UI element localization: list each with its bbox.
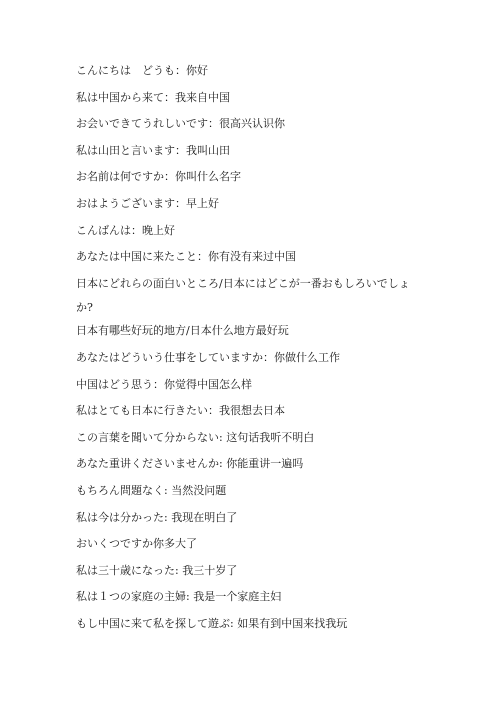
phrase-line: もちろん問題なく: 当然没问题 [76, 484, 227, 497]
phrase-line: おはようございます：早上好 [76, 196, 219, 210]
phrase-line: 日本有哪些好玩的地方/日本什么地方最好玩 [76, 324, 289, 338]
phrase-line: あなた重讲くださいませんか: 你能重讲一遍吗 [76, 457, 304, 471]
phrase-line: この言葉を聞いて分からない: 这句话我听不明白 [76, 430, 315, 444]
phrase-line: 私は中国から来て：我来自中国 [76, 90, 230, 104]
phrase-line: お会いできてうれしいです：很高兴认识你 [76, 117, 285, 131]
phrase-line: もし中国に来て私を探して遊ぶ: 如果有到中国来找我玩 [76, 616, 348, 630]
phrase-line: 中国はどう思う：你觉得中国怎么样 [76, 377, 252, 391]
phrase-line: 私はとても日本に行きたい：我很想去日本 [76, 404, 285, 418]
phrase-line: あなたは中国に来たこと：你有没有来过中国 [76, 250, 296, 264]
phrase-line: こんばんは：晚上好 [76, 223, 175, 237]
phrase-line: 私は１つの家庭の主婦: 我是一个家庭主妇 [76, 590, 282, 604]
phrase-list [76, 64, 426, 644]
phrase-line: 私は今は分かった: 我现在明白了 [76, 510, 238, 524]
phrase-line: お名前は何ですか：你叫什么名字 [76, 170, 241, 184]
phrase-line: あなたはどういう仕事をしていますか：你做什么工作 [76, 351, 340, 365]
phrase-line: こんにちは どうも：你好 [76, 64, 208, 77]
phrase-line: 私は山田と言います：我叫山田 [76, 143, 230, 157]
phrase-line: 私は三十歳になった: 我三十岁了 [76, 563, 238, 577]
phrase-line: 日本にどれらの面白いところ/日本にはどこが一番おもしろいでしょか? [76, 277, 410, 314]
phrase-line: おいくつですか你多大了 [76, 537, 197, 551]
